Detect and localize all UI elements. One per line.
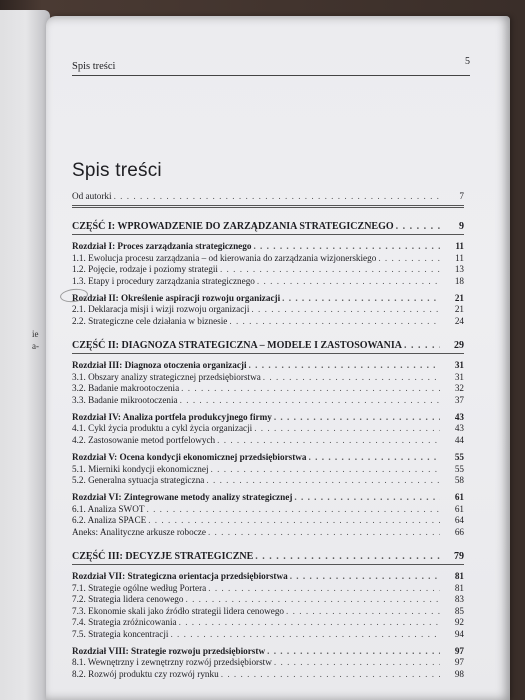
- toc-entry-title: 7.2. Strategia lidera cenowego: [72, 594, 184, 605]
- toc-leader-dots: [294, 492, 440, 503]
- toc-entry-author: [72, 186, 464, 202]
- toc-leader-dots: [208, 583, 440, 594]
- toc-entry-part: [72, 213, 464, 232]
- toc-list: [72, 186, 464, 680]
- toc-entry-title: 8.1. Wewnętrzny i zewnętrzny rozwój przedsiębiorstw: [72, 657, 272, 668]
- toc-entry-title: Rozdział VIII: Strategie rozwoju przedsiębiorstw: [72, 645, 266, 656]
- toc-entry-page: 97: [454, 657, 464, 668]
- toc-entry-page: 66: [454, 526, 464, 537]
- toc-entry-sec: [72, 503, 464, 515]
- toc-leader-dots: [404, 340, 440, 351]
- toc-leader-dots: [254, 423, 440, 434]
- toc-entry-page: 92: [454, 617, 464, 628]
- toc-entry-page: 85: [454, 605, 464, 616]
- toc-entry-title: 6.1. Analiza SWOT: [72, 503, 145, 514]
- toc-entry-title: 7.4. Strategia zróżnicowania: [72, 617, 177, 628]
- running-title: Spis treści: [72, 61, 116, 72]
- toc-entry-title: Aneks: Analityczne arkusze robocze: [72, 526, 206, 537]
- toc-entry-title: Rozdział I: Proces zarządzania strategicznego: [72, 241, 252, 251]
- toc-entry-page: 18: [454, 275, 464, 286]
- toc-entry-chap: [72, 406, 464, 423]
- toc-leader-dots: [274, 412, 440, 423]
- toc-entry-sec: [72, 515, 464, 527]
- toc-leader-dots: [170, 629, 440, 640]
- toc-leader-dots: [221, 669, 440, 680]
- toc-entry-title: CZĘŚĆ I: WPROWADZENIE DO ZARZĄDZANIA STRATEGICZNEGO: [72, 221, 394, 232]
- toc-entry-sec: [72, 304, 464, 316]
- toc-leader-dots: [274, 657, 440, 668]
- toc-entry-sec: [72, 582, 464, 594]
- toc-entry-page: 81: [454, 582, 464, 593]
- toc-entry-sec: [72, 423, 464, 435]
- toc-leader-dots: [206, 475, 440, 486]
- toc-entry-title: Rozdział VII: Strategiczna orientacja przedsiębiorstwa: [72, 570, 288, 581]
- toc-entry-title: 4.1. Cykl życia produktu a cykl życia organizacji: [72, 423, 253, 434]
- toc-entry-sec: [72, 628, 464, 640]
- toc-leader-dots: [114, 191, 440, 202]
- toc-entry-page: 79: [454, 550, 464, 562]
- toc-entry-sec: [72, 594, 464, 606]
- toc-leader-dots: [378, 253, 440, 264]
- book-page: [46, 16, 510, 700]
- toc-leader-dots: [282, 293, 440, 304]
- toc-leader-dots: [267, 646, 440, 657]
- toc-leader-dots: [263, 372, 440, 383]
- toc-entry-sec: [72, 617, 464, 629]
- toc-entry-sec: [72, 475, 464, 487]
- toc-leader-dots: [146, 504, 440, 515]
- toc-entry-chap: [72, 446, 464, 463]
- toc-entry-title: 1.1. Ewolucja procesu zarządzania – od kierowania do zarządzania wizjonerskiego: [72, 252, 377, 263]
- toc-entry-sec: [72, 657, 464, 669]
- toc-leader-dots: [396, 221, 440, 232]
- toc-entry-title: 5.2. Generalna sytuacja strategiczna: [72, 475, 205, 486]
- toc-entry-page: 97: [454, 645, 464, 656]
- toc-entry-title: 3.3. Badanie mikrootoczenia: [72, 394, 178, 405]
- toc-entry-sec: [72, 315, 464, 327]
- toc-entry-chap: [72, 640, 464, 657]
- toc-entry-page: 11: [455, 241, 464, 251]
- toc-entry-page: 21: [454, 292, 464, 303]
- toc-leader-dots: [208, 527, 440, 538]
- toc-entry-title: 7.3. Ekonomie skali jako źródło strategii lidera cenowego: [72, 605, 285, 616]
- toc-entry-page: 29: [454, 339, 464, 351]
- toc-entry-chap: [72, 235, 464, 252]
- toc-entry-sec: [72, 434, 464, 446]
- toc-entry-part: [72, 332, 464, 351]
- toc-entry-title: 7.5. Strategia koncentracji: [72, 628, 169, 639]
- toc-entry-title: 3.1. Obszary analizy strategicznej przedsiębiorstwa: [72, 371, 261, 382]
- toc-entry-title: 4.2. Zastosowanie metod portfelowych: [72, 434, 216, 445]
- toc-entry-page: 24: [454, 315, 464, 326]
- toc-leader-dots: [309, 452, 440, 463]
- toc-entry-chap: [72, 354, 464, 371]
- toc-entry-chap: [72, 287, 464, 304]
- toc-entry-title: 1.3. Etapy i procedury zarządzania strategicznego: [72, 275, 255, 286]
- toc-entry-page: 21: [454, 304, 464, 315]
- toc-entry-page: 13: [454, 264, 464, 275]
- toc-leader-dots: [229, 316, 440, 327]
- toc-entry-page: 58: [454, 475, 464, 486]
- toc-entry-sec: [72, 605, 464, 617]
- toc-leader-dots: [148, 515, 440, 526]
- toc-entry-page: 55: [454, 463, 464, 474]
- toc-entry-sec: [72, 668, 464, 680]
- left-page-edge: [0, 10, 50, 700]
- toc-entry-page: 94: [454, 628, 464, 639]
- toc-entry-title: 2.2. Strategiczne cele działania w biznesie: [72, 315, 228, 326]
- toc-leader-dots: [255, 551, 440, 562]
- toc-leader-dots: [180, 395, 440, 406]
- toc-entry-sec: [72, 463, 464, 475]
- toc-leader-dots: [181, 383, 440, 394]
- toc-entry-page: 43: [454, 411, 464, 422]
- toc-entry-chap: [72, 565, 464, 582]
- toc-entry-page: 11: [455, 252, 464, 263]
- toc-entry-title: 6.2. Analiza SPACE: [72, 515, 147, 526]
- toc-entry-title: Rozdział II: Określenie aspiracji rozwoju organizacji: [72, 292, 281, 303]
- toc-entry-sec: [72, 526, 464, 538]
- toc-entry-page: 43: [454, 423, 464, 434]
- toc-entry-page: 55: [454, 451, 464, 462]
- toc-entry-sec: [72, 383, 464, 395]
- toc-entry-page: 32: [454, 383, 464, 394]
- toc-entry-page: 81: [454, 570, 464, 581]
- left-page-fragment: a-: [32, 341, 39, 351]
- toc-leader-dots: [290, 571, 440, 582]
- toc-entry-page: 37: [454, 394, 464, 405]
- toc-title: Spis treści: [72, 160, 162, 181]
- toc-leader-dots: [286, 606, 440, 617]
- running-header: [72, 58, 470, 76]
- toc-entry-page: 64: [454, 515, 464, 526]
- toc-entry-page: 61: [454, 503, 464, 514]
- toc-entry-sec: [72, 252, 464, 264]
- toc-entry-sec: [72, 275, 464, 287]
- toc-leader-dots: [249, 360, 440, 371]
- toc-entry-chap: [72, 486, 464, 503]
- toc-entry-title: Od autorki: [72, 191, 112, 201]
- left-page-fragment: ie: [32, 329, 39, 339]
- toc-leader-dots: [220, 264, 440, 275]
- toc-entry-page: 44: [454, 434, 464, 445]
- toc-entry-title: CZĘŚĆ III: DECYZJE STRATEGICZNE: [72, 550, 254, 562]
- toc-entry-title: Rozdział VI: Zintegrowane metody analizy strategicznej: [72, 492, 293, 503]
- toc-entry-part: [72, 543, 464, 562]
- toc-leader-dots: [185, 594, 440, 605]
- toc-entry-sec: [72, 371, 464, 383]
- toc-entry-title: Rozdział V: Ocena kondycji ekonomicznej przedsiębiorstwa: [72, 451, 307, 462]
- toc-entry-sec: [72, 394, 464, 406]
- toc-entry-page: 31: [454, 371, 464, 382]
- toc-entry-page: 9: [459, 221, 464, 232]
- toc-entry-page: 61: [454, 492, 464, 503]
- toc-entry-page: 31: [454, 359, 464, 370]
- toc-entry-title: Rozdział III: Diagnoza otoczenia organizacji: [72, 359, 247, 370]
- toc-entry-title: CZĘŚĆ II: DIAGNOZA STRATEGICZNA – MODELE I ZASTOSOWANIA: [72, 339, 402, 351]
- toc-entry-title: 8.2. Rozwój produktu czy rozwój rynku: [72, 669, 219, 680]
- toc-entry-title: Rozdział IV: Analiza portfela produkcyjnego firmy: [72, 411, 272, 422]
- toc-entry-page: 98: [454, 669, 464, 680]
- toc-entry-page: 7: [459, 191, 464, 201]
- toc-leader-dots: [211, 464, 440, 475]
- toc-leader-dots: [257, 276, 440, 287]
- toc-entry-title: 1.2. Pojęcie, rodzaje i poziomy strategii: [72, 264, 218, 275]
- toc-entry-page: 83: [454, 594, 464, 605]
- toc-entry-sec: [72, 264, 464, 276]
- toc-leader-dots: [251, 304, 440, 315]
- toc-leader-dots: [179, 617, 440, 628]
- toc-entry-title: 5.1. Mierniki kondycji ekonomicznej: [72, 463, 209, 474]
- toc-leader-dots: [217, 435, 440, 446]
- toc-entry-title: 2.1. Deklaracja misji i wizji rozwoju organizacji: [72, 304, 250, 315]
- toc-leader-dots: [253, 241, 440, 252]
- toc-entry-title: 7.1. Strategie ogólne według Portera: [72, 582, 207, 593]
- page-number: 5: [465, 56, 470, 67]
- toc-entry-title: 3.2. Badanie makrootoczenia: [72, 383, 180, 394]
